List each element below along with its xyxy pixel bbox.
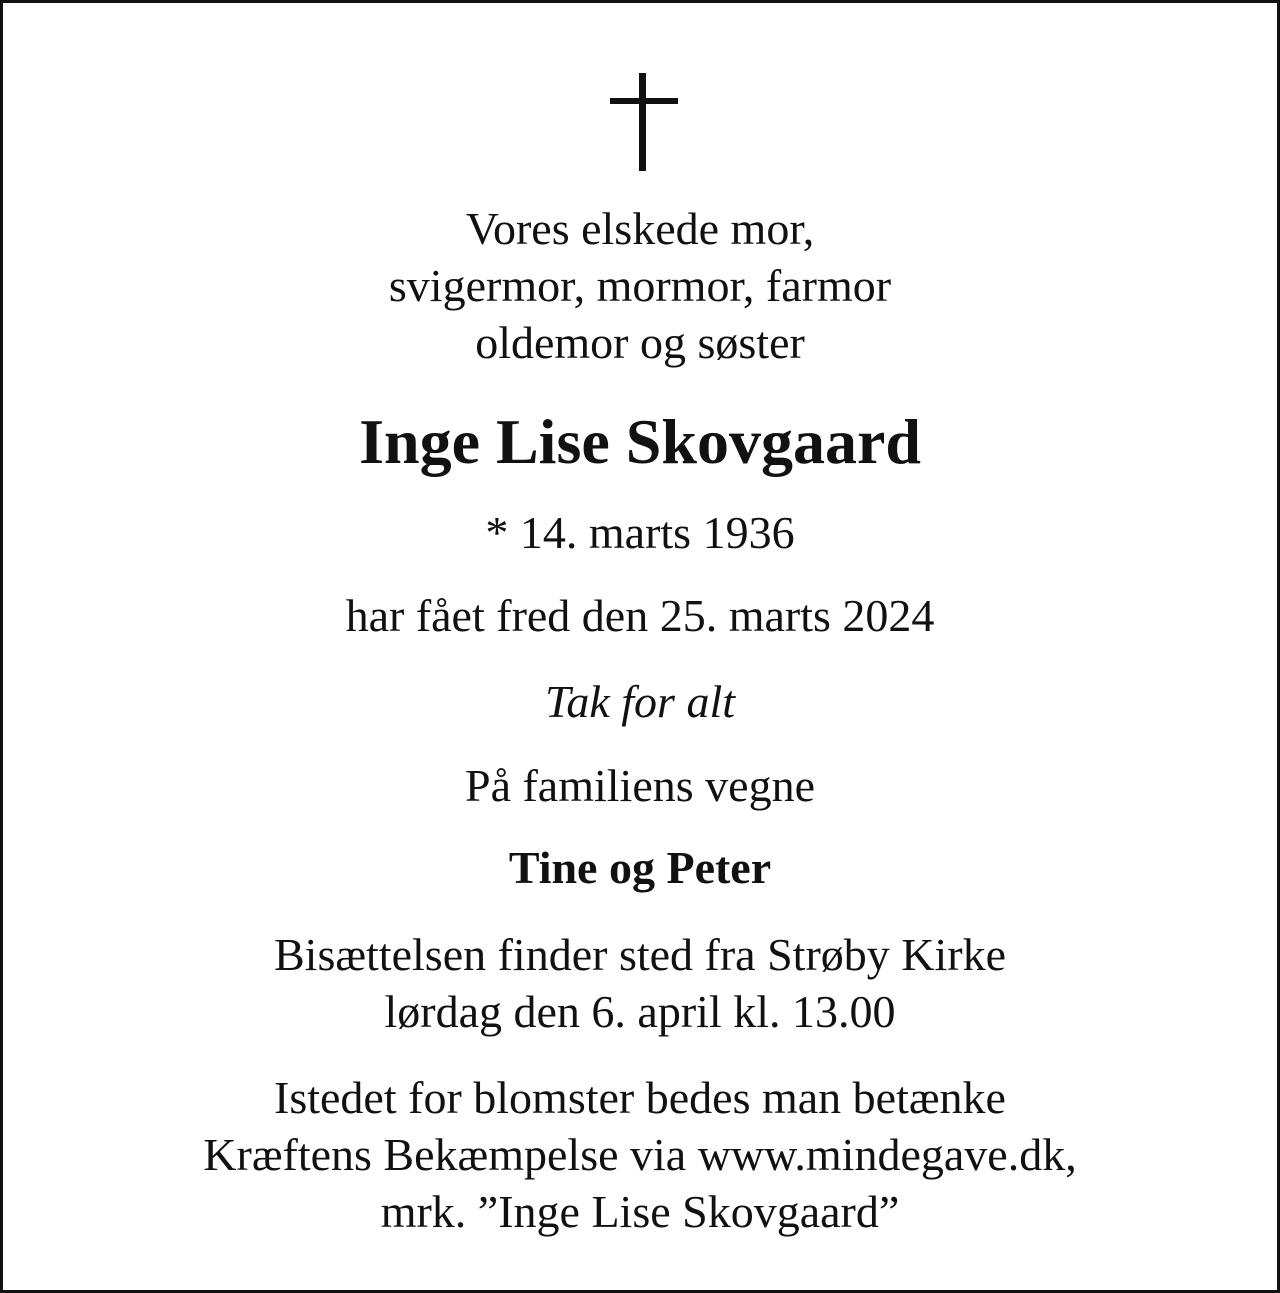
donation-line-1: Istedet for blomster bedes man betænke (274, 1072, 1006, 1123)
intro-line-3: oldemor og søster (475, 317, 805, 368)
funeral-line-1: Bisættelsen finder sted fra Strøby Kirke (273, 929, 1007, 980)
cross-vertical-bar (639, 73, 646, 171)
birth-date: * 14. marts 1936 (485, 507, 795, 558)
funeral-line-2: lørdag den 6. april kl. 13.00 (384, 986, 896, 1037)
intro-line-2: svigermor, mormor, farmor (388, 260, 892, 311)
donation-line-2: Kræftens Bekæmpelse via www.mindegave.dk, (203, 1129, 1077, 1180)
cross-horizontal-bar (610, 98, 678, 104)
latin-cross-icon (610, 73, 678, 171)
farewell-text: Tak for alt (544, 676, 736, 727)
deceased-name: Inge Lise Skovgaard (359, 406, 921, 477)
donation-line-3: mrk. ”Inge Lise Skovgaard” (380, 1186, 900, 1237)
death-date: har fået fred den 25. marts 2024 (345, 590, 935, 641)
on-behalf-text: På familiens vegne (464, 760, 815, 811)
intro-line-1: Vores elskede mor, (465, 203, 815, 254)
signoff-names: Tine og Peter (508, 842, 772, 893)
